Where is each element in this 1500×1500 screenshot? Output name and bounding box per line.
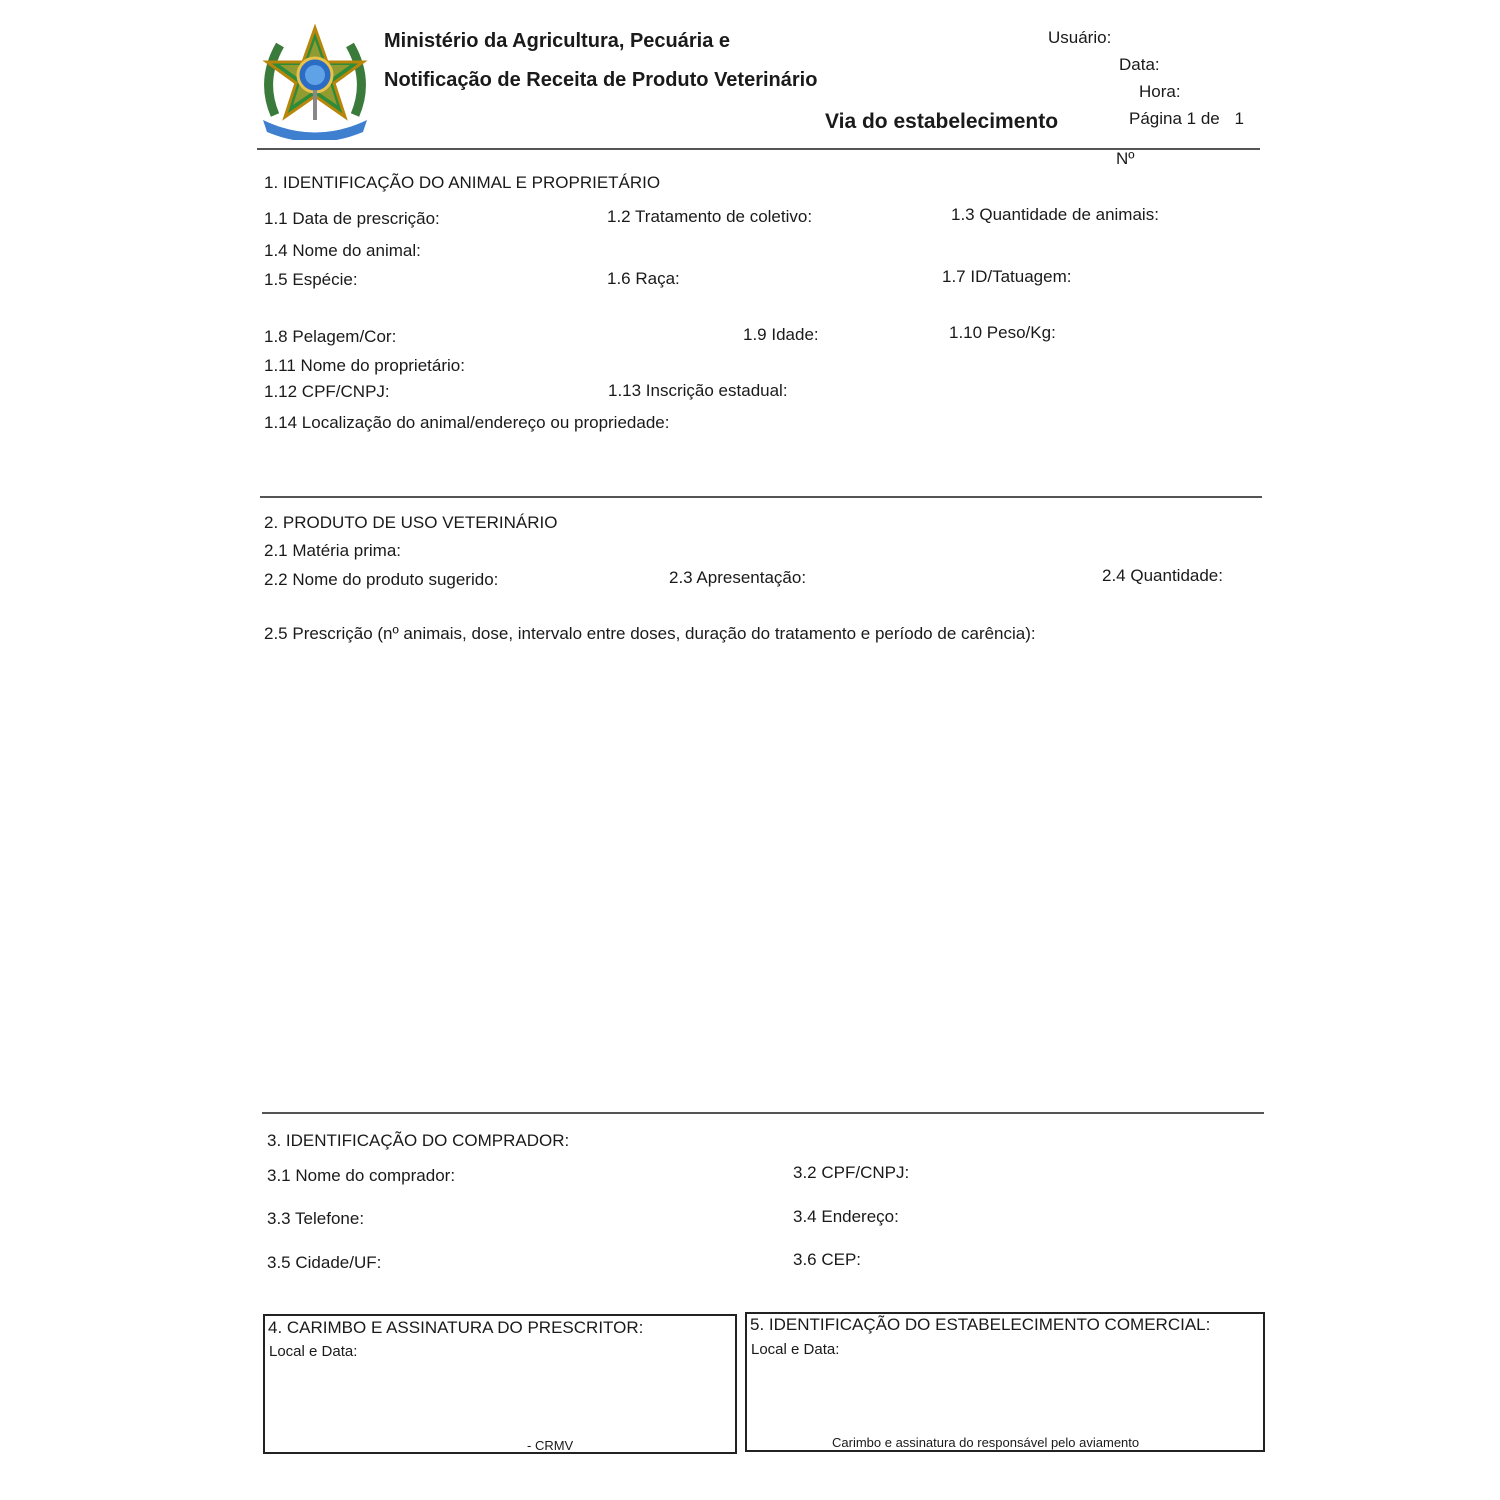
section2-title: 2. PRODUTO DE USO VETERINÁRIO [264, 513, 558, 532]
time-label: Hora: [1139, 82, 1181, 101]
field-1-3: 1.3 Quantidade de animais: [951, 205, 1159, 224]
document-title: Notificação de Receita de Produto Veterinário [384, 69, 818, 91]
field-1-13: 1.13 Inscrição estadual: [608, 381, 788, 400]
section1-title: 1. IDENTIFICAÇÃO DO ANIMAL E PROPRIETÁRIO [264, 173, 661, 192]
prescriber-stamp-box [263, 1314, 737, 1454]
field-1-5: 1.5 Espécie: [264, 270, 358, 289]
field-1-4: 1.4 Nome do animal: [264, 241, 421, 260]
header-divider [257, 148, 1260, 150]
section4-local-date: Local e Data: [269, 1343, 358, 1360]
crmv-label: - CRMV [527, 1438, 574, 1453]
field-3-4: 3.4 Endereço: [793, 1207, 899, 1226]
field-2-2: 2.2 Nome do produto sugerido: [264, 570, 499, 589]
section2-divider [262, 1112, 1264, 1114]
field-3-3: 3.3 Telefone: [267, 1209, 365, 1228]
field-1-7: 1.7 ID/Tatuagem: [942, 267, 1072, 286]
field-1-1: 1.1 Data de prescrição: [264, 209, 440, 228]
field-1-6: 1.6 Raça: [607, 269, 680, 288]
section5-local-date: Local e Data: [751, 1341, 840, 1358]
field-1-12: 1.12 CPF/CNPJ: [264, 382, 390, 401]
section3-title: 3. IDENTIFICAÇÃO DO COMPRADOR: [267, 1131, 570, 1150]
page-label [1129, 109, 1244, 129]
section5-title: 5. IDENTIFICAÇÃO DO ESTABELECIMENTO COMERCIAL: [750, 1315, 1211, 1334]
field-1-11: 1.11 Nome do proprietário: [264, 356, 465, 375]
field-3-5: 3.5 Cidade/UF: [267, 1253, 382, 1272]
field-3-1: 3.1 Nome do comprador: [267, 1166, 456, 1185]
signature-note: Carimbo e assinatura do responsável pelo aviamento [832, 1435, 1140, 1450]
field-2-4: 2.4 Quantidade: [1102, 566, 1223, 585]
page-label-text: Página 1 de [1129, 109, 1220, 128]
field-1-10: 1.10 Peso/Kg: [949, 323, 1056, 342]
field-1-8: 1.8 Pelagem/Cor: [264, 327, 397, 346]
field-2-1: 2.1 Matéria prima: [264, 541, 401, 560]
field-1-2: 1.2 Tratamento de coletivo: [607, 207, 813, 226]
field-3-6: 3.6 CEP: [793, 1250, 862, 1269]
section4-title: 4. CARIMBO E ASSINATURA DO PRESCRITOR: [268, 1318, 644, 1337]
field-1-14: 1.14 Localização do animal/endereço ou propriedade: [264, 413, 670, 432]
page-total: 1 [1234, 109, 1244, 128]
field-1-9: 1.9 Idade: [743, 325, 819, 344]
brazil-coat-of-arms-icon [255, 20, 375, 140]
field-2-3: 2.3 Apresentação: [669, 568, 807, 587]
establishment-box [745, 1312, 1265, 1452]
ministry-title: Ministério da Agricultura, Pecuária e [384, 30, 731, 52]
field-3-2: 3.2 CPF/CNPJ: [793, 1163, 910, 1182]
date-label: Data: [1119, 55, 1160, 74]
copy-label: Via do estabelecimento [825, 110, 1059, 133]
user-label: Usuário: [1048, 28, 1112, 47]
section1-divider [260, 496, 1262, 498]
number-label: Nº [1116, 149, 1135, 168]
field-2-5: 2.5 Prescrição (nº animais, dose, intervalo entre doses, duração do tratamento e período de carência): [264, 624, 1036, 643]
